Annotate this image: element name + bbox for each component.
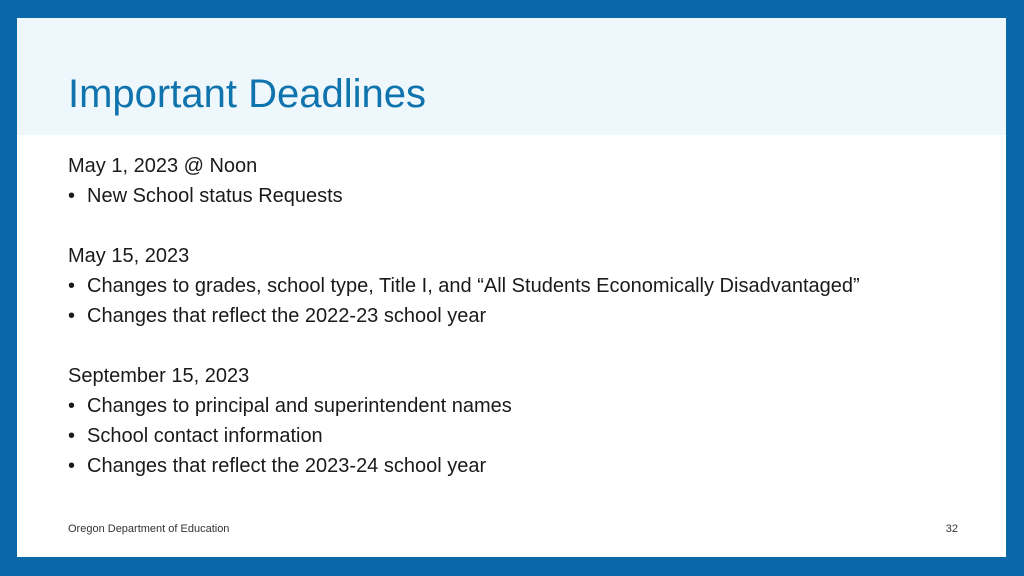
deadline-item-text: Changes to principal and superintendent names [87, 395, 512, 417]
deadline-item [68, 181, 968, 211]
footer-organization: Oregon Department of Education [68, 523, 230, 535]
bullet-icon: • [68, 455, 76, 477]
deadline-item [68, 451, 968, 481]
slide [17, 18, 1006, 557]
bullet-icon: • [68, 275, 76, 297]
deadline-list [68, 151, 968, 511]
deadline-date: May 1, 2023 @ Noon [68, 155, 258, 177]
deadline-bullets [68, 181, 968, 211]
deadline-item [68, 421, 968, 451]
deadline-group [68, 241, 968, 331]
deadline-item-text: Changes that reflect the 2023-24 school year [87, 455, 487, 477]
deadline-item-text: Changes to grades, school type, Title I, and “All Students Economically Disadvantaged” [87, 275, 860, 297]
deadline-bullets [68, 271, 968, 331]
deadline-date: May 15, 2023 [68, 245, 190, 267]
deadline-group [68, 361, 968, 481]
deadline-item [68, 391, 968, 421]
deadline-item-text: Changes that reflect the 2022-23 school year [87, 305, 487, 327]
deadline-item [68, 301, 968, 331]
deadline-item-text: School contact information [87, 425, 323, 447]
slide-title: Important Deadlines [68, 72, 426, 116]
footer-page-number: 32 [945, 523, 958, 535]
title-band [17, 18, 1006, 135]
bullet-icon: • [68, 395, 76, 417]
deadline-group [68, 151, 968, 211]
bullet-icon: • [68, 425, 76, 447]
deadline-item [68, 271, 968, 301]
bullet-icon: • [68, 185, 76, 207]
deadline-bullets [68, 391, 968, 481]
deadline-item-text: New School status Requests [87, 185, 343, 207]
bullet-icon: • [68, 305, 76, 327]
deadline-date: September 15, 2023 [68, 365, 250, 387]
